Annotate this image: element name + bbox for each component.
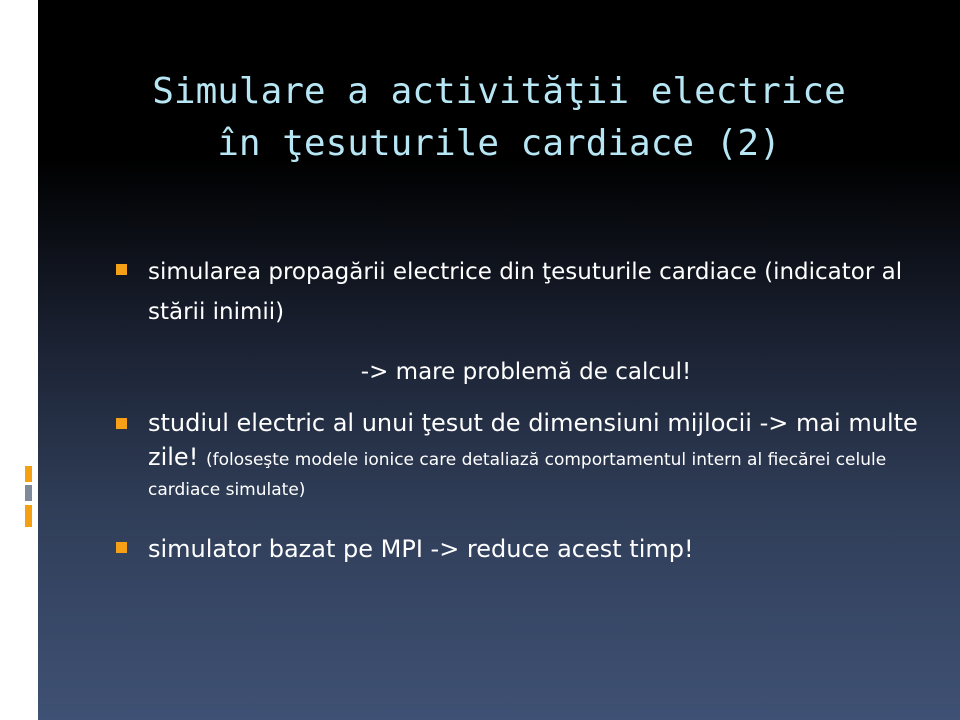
bullet-item xyxy=(116,530,936,568)
title-line-1: Simulare a activităţii electrice xyxy=(152,71,846,112)
centered-followup-text: -> mare problemă de calcul! xyxy=(360,359,692,385)
bullet-text: studiul electric al unui ţesut de dimensiuni mijlocii -> mai multe zile! xyxy=(148,409,918,471)
bullet-list xyxy=(116,252,936,568)
title-line-2: în ţesuturile cardiace (2) xyxy=(217,123,781,164)
orange-accent-bar xyxy=(25,505,32,527)
bullet-followup-line xyxy=(116,336,936,400)
left-decorative-strip xyxy=(0,0,38,720)
bullet-item xyxy=(116,252,936,336)
bullet-item xyxy=(116,400,936,530)
bullet-text: simulator bazat pe MPI -> reduce acest timp! xyxy=(148,535,694,563)
square-bullet-icon xyxy=(116,418,127,429)
orange-accent-bar xyxy=(25,466,32,482)
square-bullet-icon xyxy=(116,264,127,275)
bullet-text: simularea propagării electrice din ţesuturile cardiace (indicator al stării inimii) xyxy=(148,259,903,325)
slide-canvas xyxy=(38,0,960,720)
gray-accent-bar xyxy=(25,485,32,501)
square-bullet-icon xyxy=(116,542,127,553)
slide-title xyxy=(38,66,960,170)
bullet-detail-text: (foloseşte modele ionice care detaliază comportamentul intern al fiecărei celule cardiace simulate) xyxy=(148,450,887,500)
